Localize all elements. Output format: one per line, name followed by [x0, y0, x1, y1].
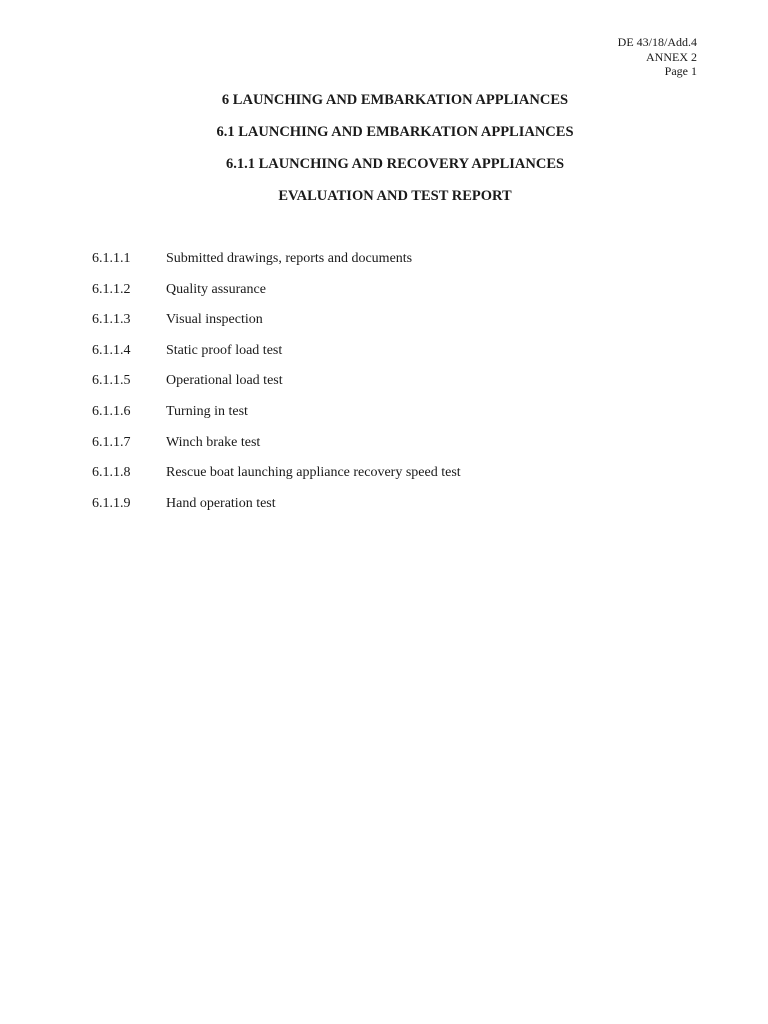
item-number: 6.1.1.8 — [92, 465, 131, 481]
item-number: 6.1.1.2 — [92, 281, 131, 297]
item-title: Operational load test — [166, 373, 283, 389]
item-title: Rescue boat launching appliance recovery speed test — [166, 465, 461, 481]
page-number: Page 1 — [664, 64, 697, 78]
item-number: 6.1.1.3 — [92, 312, 131, 328]
item-number: 6.1.1.7 — [92, 434, 131, 450]
item-title: Static proof load test — [166, 342, 283, 358]
list-item — [92, 250, 461, 281]
annex-label: ANNEX 2 — [646, 49, 697, 64]
section-list — [92, 250, 461, 525]
item-title: Turning in test — [166, 403, 248, 419]
section-heading: 6.1 LAUNCHING AND EMBARKATION APPLIANCES — [216, 124, 574, 140]
item-title: Quality assurance — [166, 281, 266, 297]
item-title: Visual inspection — [166, 312, 263, 328]
chapter-heading: 6 LAUNCHING AND EMBARKATION APPLIANCES — [221, 92, 569, 108]
list-item — [92, 464, 461, 495]
document-number: DE 43/18/Add.4 — [617, 35, 697, 49]
item-title: Winch brake test — [166, 434, 261, 450]
item-number: 6.1.1.9 — [92, 495, 131, 511]
item-title: Hand operation test — [166, 495, 276, 511]
list-item — [92, 281, 461, 312]
item-number: 6.1.1.5 — [92, 373, 131, 389]
item-number: 6.1.1.6 — [92, 403, 131, 419]
list-item — [92, 434, 461, 465]
list-item — [92, 342, 461, 373]
subsection-heading: 6.1.1 LAUNCHING AND RECOVERY APPLIANCES — [225, 156, 565, 172]
list-item — [92, 372, 461, 403]
item-number: 6.1.1.1 — [92, 251, 131, 266]
document-reference-block — [618, 35, 697, 79]
list-item — [92, 311, 461, 342]
list-item — [92, 495, 461, 526]
item-number: 6.1.1.4 — [92, 342, 131, 358]
item-title: Submitted drawings, reports and documents — [166, 251, 413, 266]
list-item — [92, 403, 461, 434]
report-title: EVALUATION AND TEST REPORT — [278, 188, 512, 204]
